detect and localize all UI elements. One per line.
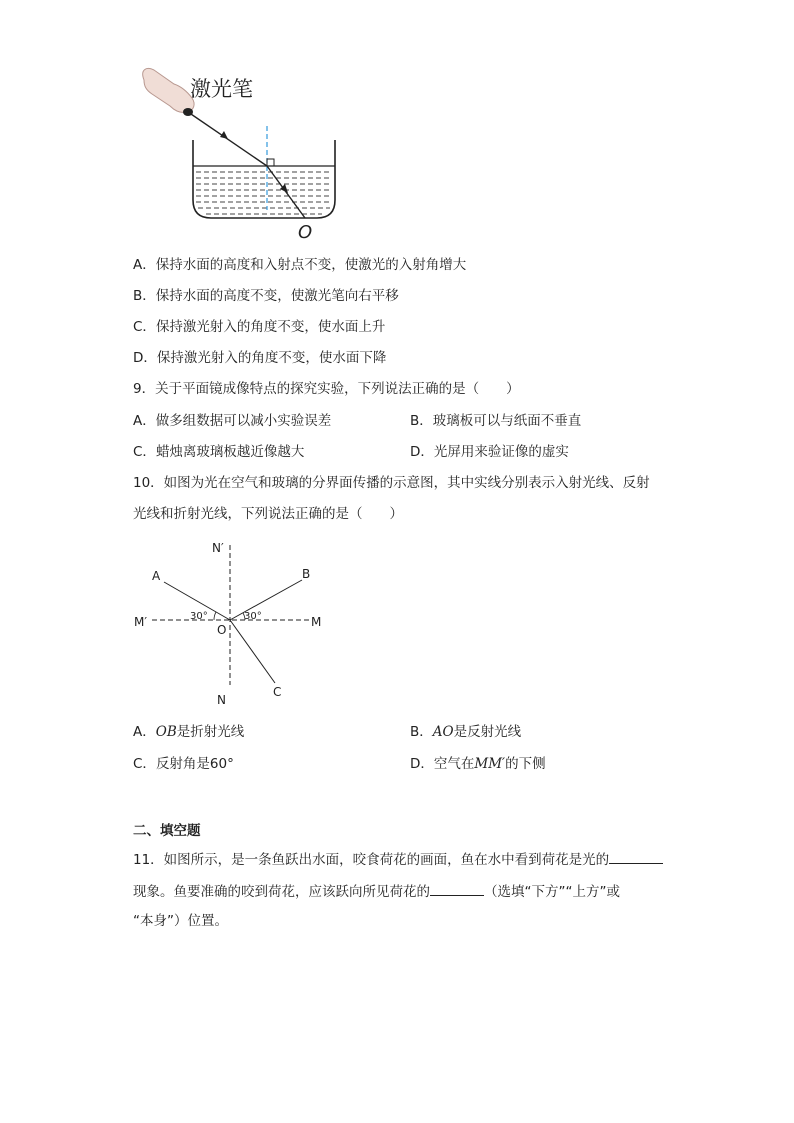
point-O-label: O xyxy=(298,222,313,243)
answer-blank-1[interactable] xyxy=(609,849,663,864)
q9-stem: 9．关于平面镜成像特点的探究实验，下列说法正确的是（ ） xyxy=(133,381,520,397)
q10-stem-line2: 光线和折射光线，下列说法正确的是（ ） xyxy=(133,506,403,522)
label-O: O xyxy=(217,623,227,637)
q9-option-b[interactable]: B．玻璃板可以与纸面不垂直 xyxy=(410,413,582,429)
label-M-left: M′ xyxy=(134,615,148,629)
label-C: C xyxy=(273,685,282,699)
q10-stem-line1: 10．如图为光在空气和玻璃的分界面传播的示意图，其中实线分别表示入射光线、反射 xyxy=(133,475,650,491)
q8-option-a[interactable]: A．保持水面的高度和入射点不变，使激光的入射角增大 xyxy=(133,257,467,273)
q9-option-d[interactable]: D．光屏用来验证像的虚实 xyxy=(410,444,569,460)
q10-option-b[interactable]: B．AO是反射光线 xyxy=(410,724,522,740)
ray-OB xyxy=(230,580,302,620)
q9-option-a[interactable]: A．做多组数据可以减小实验误差 xyxy=(133,413,332,429)
q11-line1: 11．如图所示，是一条鱼跃出水面，咬食荷花的画面，鱼在水中看到荷花是光的 xyxy=(133,849,663,869)
q11-line3: “本身”）位置。 xyxy=(133,913,228,929)
laser-refraction-figure xyxy=(130,60,360,245)
answer-blank-2[interactable] xyxy=(430,881,484,896)
q10-option-c[interactable]: C．反射角是60° xyxy=(133,756,234,772)
q8-option-c[interactable]: C．保持激光射入的角度不变，使水面上升 xyxy=(133,319,386,335)
q9-option-c[interactable]: C．蜡烛离玻璃板越近像越大 xyxy=(133,444,305,460)
hand-icon xyxy=(143,68,194,112)
q8-option-b[interactable]: B．保持水面的高度不变，使激光笔向右平移 xyxy=(133,288,399,304)
label-M-right: M xyxy=(311,615,322,629)
ray-OC xyxy=(230,620,275,683)
laser-pen-label: 激光笔 xyxy=(190,77,253,101)
label-N-bottom: N xyxy=(217,693,226,707)
label-angle-right: 30° xyxy=(244,611,262,622)
interface-ray-diagram xyxy=(130,535,340,715)
q10-option-a[interactable]: A．OB是折射光线 xyxy=(133,724,245,740)
incident-ray xyxy=(188,112,267,166)
right-angle-mark xyxy=(267,159,274,166)
q10-option-d[interactable]: D．空气在MM′的下侧 xyxy=(410,756,546,772)
water-pattern xyxy=(196,172,332,214)
label-angle-left: 30° xyxy=(190,611,208,622)
label-A: A xyxy=(152,569,161,583)
angle-arc-left xyxy=(214,612,216,620)
container xyxy=(193,140,335,218)
q8-option-d[interactable]: D．保持激光射入的角度不变，使水面下降 xyxy=(133,350,387,366)
label-N-top: N′ xyxy=(212,541,224,555)
section-title: 二、填空题 xyxy=(133,823,201,839)
label-B: B xyxy=(302,567,311,581)
q11-line2: 现象。鱼要准确的咬到荷花，应该跃向所见荷花的 （选填“下方”“上方”或 xyxy=(133,881,620,901)
